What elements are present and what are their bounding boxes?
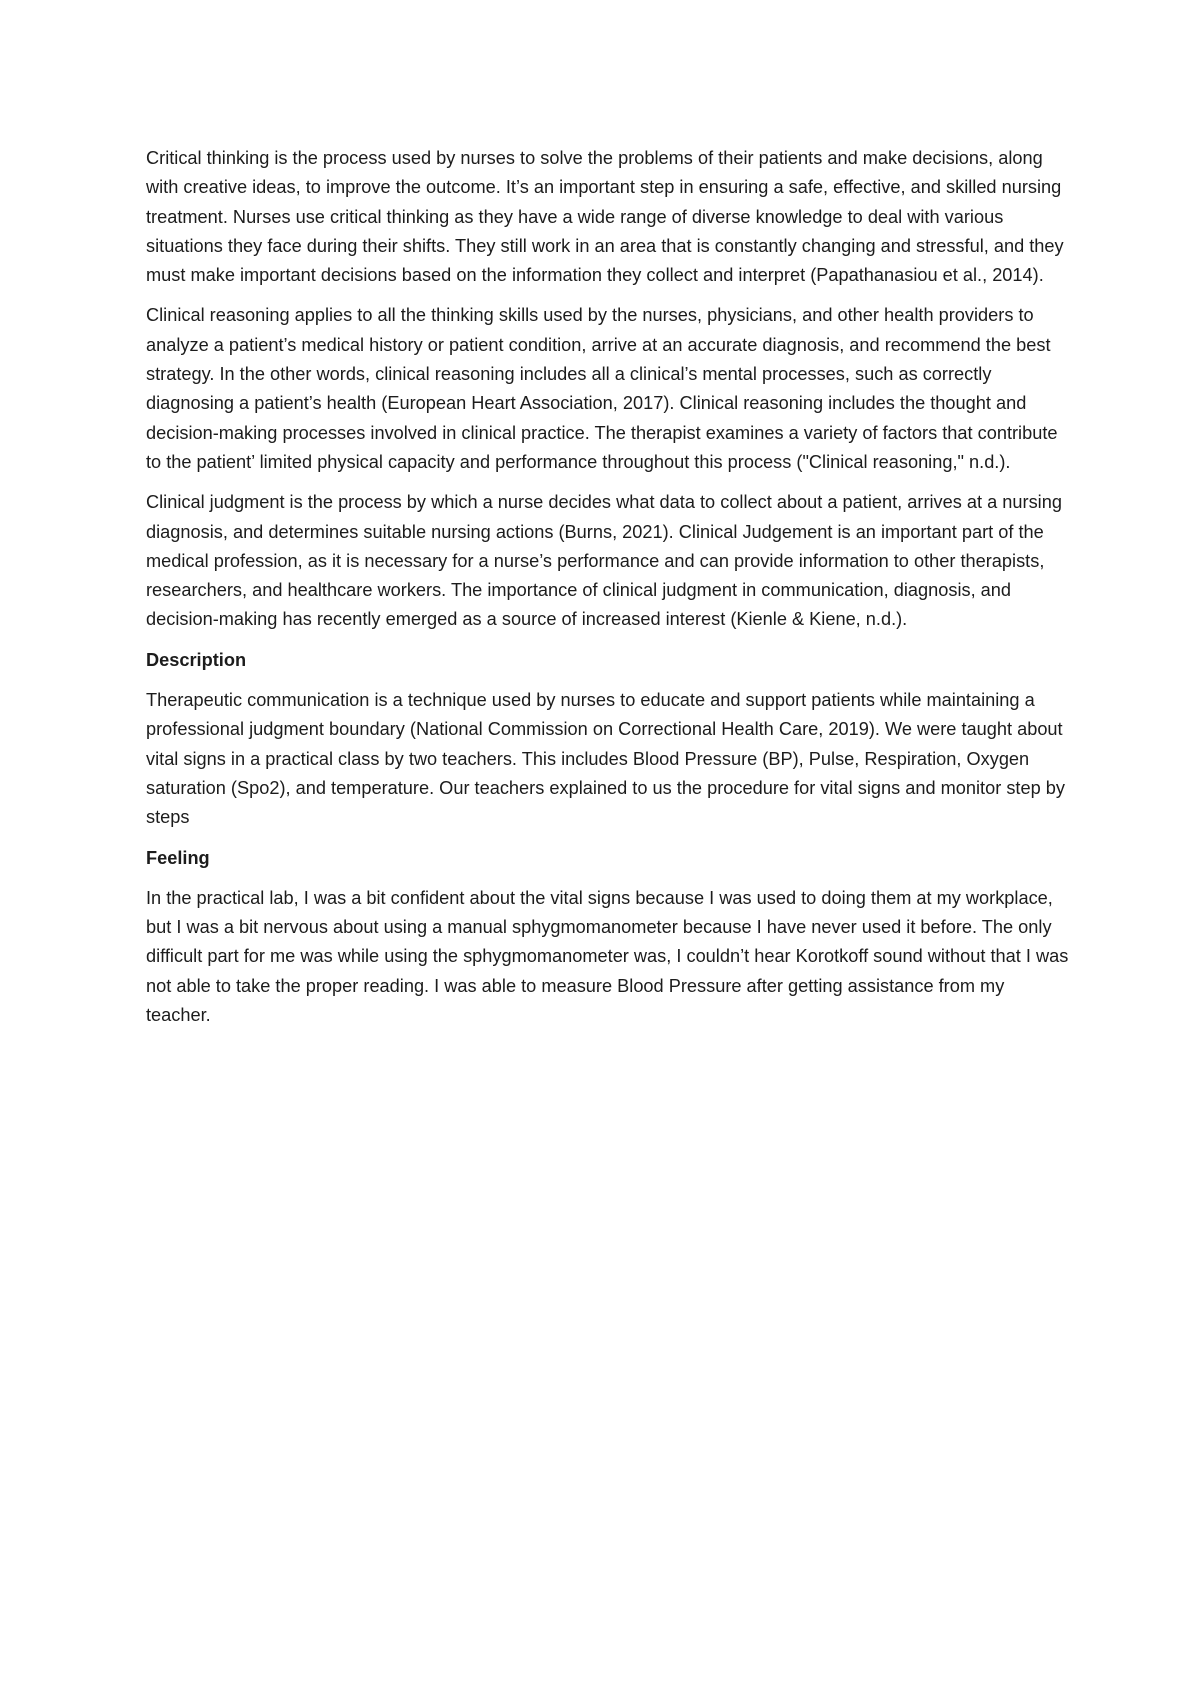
paragraph-clinical-reasoning: Clinical reasoning applies to all the thinking skills used by the nurses, physicians, and other health providers to analyze a patient’s medical history or patient condition, arrive at an accurate diagnosis, and recommend the best strategy. In the other words, clinical reasoning includes all a clinical’s mental processes, such as correctly diagnosing a patient’s health (European Heart Association, 2017). Clinical reasoning includes the thought and decision-making processes involved in clinical practice. The therapist examines a variety of factors that contribute to the patient’ limited physical capacity and performance throughout this process ("Clinical reasoning," n.d.).: [146, 305, 1058, 472]
paragraph-description: Therapeutic communication is a technique used by nurses to educate and support patients while maintaining a professional judgment boundary (National Commission on Correctional Health Care, 2019). We were taught about vital signs in a practical class by two teachers. This includes Blood Pressure (BP), Pulse, Respiration, Oxygen saturation (Spo2), and temperature. Our teachers explained to us the procedure for vital signs and monitor step by steps: [146, 690, 1065, 828]
paragraph-critical-thinking: Critical thinking is the process used by nurses to solve the problems of their patients and make decisions, along with creative ideas, to improve the outcome. It’s an important step in ensuring a safe, effective, and skilled nursing treatment. Nurses use critical thinking as they have a wide range of diverse knowledge to deal with various situations they face during their shifts. They still work in an area that is constantly changing and stressful, and they must make important decisions based on the information they collect and interpret (Papathanasiou et al., 2014).: [146, 148, 1064, 286]
paragraph-feeling: In the practical lab, I was a bit confident about the vital signs because I was used to doing them at my workplace, but I was a bit nervous about using a manual sphygmomanometer because I have never used it before. The only difficult part for me was while using the sphygmomanometer was, I couldn’t hear Korotkoff sound without that I was not able to take the proper reading. I was able to measure Blood Pressure after getting assistance from my teacher.: [146, 887, 1069, 1026]
document-body: [146, 144, 1071, 1041]
heading-feeling: Feeling: [146, 847, 210, 868]
heading-description: Description: [146, 649, 247, 670]
paragraph-clinical-judgment: Clinical judgment is the process by which a nurse decides what data to collect about a patient, arrives at a nursing diagnosis, and determines suitable nursing actions (Burns, 2021). Clinical Judgement is an important part of the medical profession, as it is necessary for a nurse’s performance and can provide information to other therapists, researchers, and healthcare workers. The importance of clinical judgment in communication, diagnosis, and decision-making has recently emerged as a source of increased interest (Kienle & Kiene, n.d.).: [146, 492, 1062, 630]
